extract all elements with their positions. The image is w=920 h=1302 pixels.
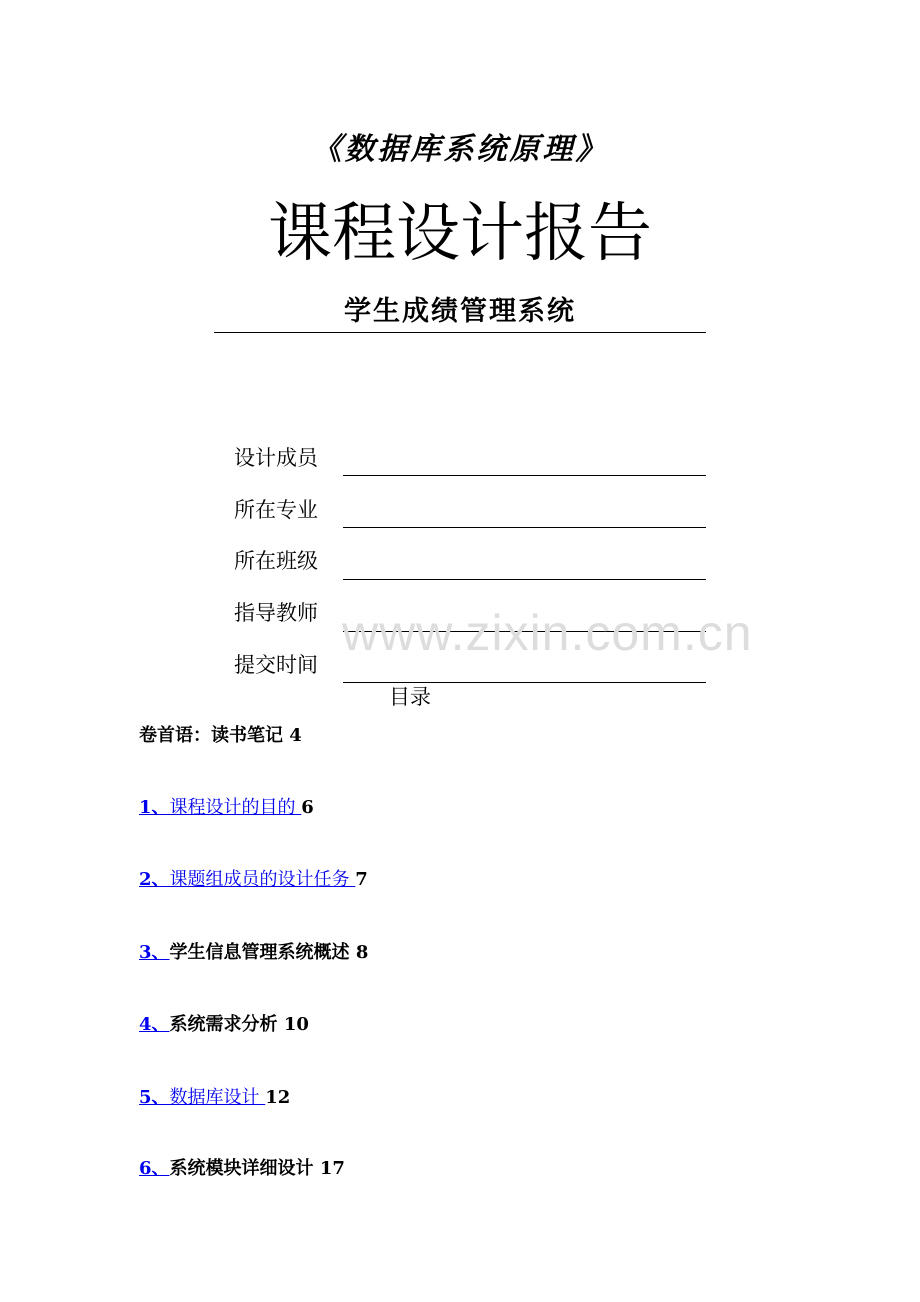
toc-entry-3 <box>139 939 368 967</box>
toc-entry-number: 2、 <box>139 869 170 890</box>
toc-link-6[interactable] <box>139 1158 170 1179</box>
major-label: 所在专业 <box>234 498 318 522</box>
toc-entry-5 <box>139 1084 290 1112</box>
class-fill-line <box>343 579 706 580</box>
toc-page-number: 6 <box>301 797 314 818</box>
toc-entry-number: 4、 <box>139 1014 170 1035</box>
watermark: www.zixin.com.cn <box>342 605 753 661</box>
class-label: 所在班级 <box>234 549 318 573</box>
toc-entry-text: 系统需求分析 <box>169 1014 278 1035</box>
title-divider <box>214 332 706 333</box>
toc-link-5[interactable] <box>139 1087 265 1108</box>
toc-page-number: 7 <box>355 869 368 890</box>
toc-link-text: 课程设计的目的 <box>169 797 302 818</box>
toc-link-text: 课题组成员的设计任务 <box>169 869 356 890</box>
toc-entry-number: 3、 <box>139 942 170 963</box>
toc-page-number: 12 <box>265 1087 291 1108</box>
toc-link-4[interactable] <box>139 1014 170 1035</box>
toc-page-number: 17 <box>319 1158 345 1179</box>
members-label: 设计成员 <box>234 446 318 470</box>
toc-link-3[interactable] <box>139 942 170 963</box>
advisor-label: 指导教师 <box>234 601 318 625</box>
toc-entry-4 <box>139 1011 309 1039</box>
toc-entry-number: 6、 <box>139 1158 170 1179</box>
toc-link-1[interactable] <box>139 797 301 818</box>
system-name: 学生成绩管理系统 <box>344 296 576 327</box>
toc-entry-number: 1、 <box>139 797 170 818</box>
major-fill-line <box>343 527 706 528</box>
toc-page-number: 8 <box>355 942 369 963</box>
toc-entry-text: 系统模块详细设计 <box>169 1158 314 1179</box>
toc-preface-text: 卷首语：读书笔记 <box>139 725 283 746</box>
members-fill-line <box>343 475 706 476</box>
toc-entry-2 <box>139 866 368 894</box>
course-name: 《数据库系统原理》 <box>311 132 609 167</box>
toc-preface-page: 4 <box>289 725 302 746</box>
toc-link-2[interactable] <box>139 869 355 890</box>
toc-entry-6 <box>139 1155 345 1183</box>
toc-preface <box>139 722 302 750</box>
toc-page-number: 10 <box>283 1014 309 1035</box>
report-title: 课程设计报告 <box>268 197 652 271</box>
toc-heading: 目录 <box>389 685 431 709</box>
toc-entry-1 <box>139 794 314 822</box>
toc-entry-text: 学生信息管理系统概述 <box>169 942 350 963</box>
toc-link-text: 数据库设计 <box>169 1087 266 1108</box>
toc-entry-number: 5、 <box>139 1087 170 1108</box>
date-label: 提交时间 <box>234 653 318 677</box>
